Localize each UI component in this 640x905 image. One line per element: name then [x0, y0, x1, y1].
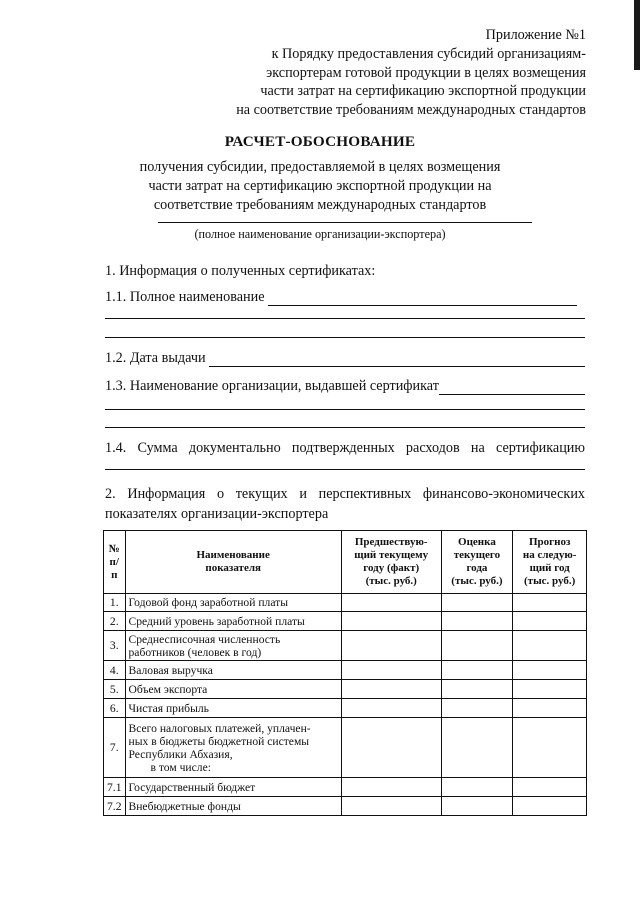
- issue-date-label: 1.2. Дата выдачи: [105, 350, 206, 366]
- subtitle-line: части затрат на сертификацию экспортной продукции на: [148, 178, 492, 194]
- cell-previous-year[interactable]: [341, 631, 441, 661]
- cell-current-estimate[interactable]: [441, 797, 513, 816]
- row-indicator: Объем экспорта: [125, 680, 341, 699]
- cell-current-estimate[interactable]: [441, 718, 513, 778]
- cell-next-year-forecast[interactable]: [513, 631, 587, 661]
- expenses-amount-field[interactable]: [105, 469, 585, 470]
- cell-current-estimate[interactable]: [441, 631, 513, 661]
- subtitle-line: получения субсидии, предоставляемой в целях возмещения: [139, 159, 501, 175]
- full-name-field-line-3[interactable]: [105, 337, 585, 338]
- cell-current-estimate[interactable]: [441, 680, 513, 699]
- cell-current-estimate[interactable]: [441, 778, 513, 797]
- cell-current-estimate[interactable]: [441, 612, 513, 631]
- cell-previous-year[interactable]: [341, 612, 441, 631]
- row-number: 2.: [104, 612, 126, 631]
- cell-next-year-forecast[interactable]: [513, 778, 587, 797]
- table-row: [104, 612, 587, 631]
- header-number: № п/п: [104, 531, 126, 594]
- row-indicator: Валовая выручка: [125, 661, 341, 680]
- row-indicator: Государственный бюджет: [125, 778, 341, 797]
- issuer-row: [105, 378, 585, 395]
- cell-next-year-forecast[interactable]: [513, 797, 587, 816]
- cell-next-year-forecast[interactable]: [513, 612, 587, 631]
- row-indicator: Внебюджетные фонды: [125, 797, 341, 816]
- row-indicator: Среднесписочная численность работников (человек в год): [125, 631, 341, 661]
- cell-next-year-forecast[interactable]: [513, 699, 587, 718]
- row-number: 6.: [104, 699, 126, 718]
- cell-previous-year[interactable]: [341, 594, 441, 612]
- table-row: [104, 718, 587, 778]
- cell-current-estimate[interactable]: [441, 661, 513, 680]
- appendix-header: [200, 26, 586, 120]
- table-row: [104, 778, 587, 797]
- cell-previous-year[interactable]: [341, 778, 441, 797]
- row-indicator: Средний уровень заработной платы: [125, 612, 341, 631]
- appendix-line: части затрат на сертификацию экспортной продукции: [260, 83, 586, 100]
- subtitle-line: соответствие требованиям международных стандартов: [153, 197, 487, 213]
- expenses-amount-label: 1.4. Сумма документально подтвержденных расходов на сертификацию: [105, 440, 585, 456]
- cell-next-year-forecast[interactable]: [513, 680, 587, 699]
- header-current-estimate: Оценка текущего года (тыс. руб.): [441, 531, 513, 594]
- row-indicator: Всего налоговых платежей, уплачен- ных в бюджеты бюджетной системы Республики Абхазия, в том числе:: [125, 718, 341, 778]
- cell-previous-year[interactable]: [341, 797, 441, 816]
- cell-previous-year[interactable]: [341, 680, 441, 699]
- table-header-row: [104, 531, 587, 594]
- row-indicator: Чистая прибыль: [125, 699, 341, 718]
- cell-previous-year[interactable]: [341, 718, 441, 778]
- section-2-heading: [105, 484, 585, 524]
- section-2-heading-line: показателях организации-экспортера: [105, 506, 329, 522]
- table-row: [104, 631, 587, 661]
- full-name-field[interactable]: [268, 292, 578, 306]
- document-subtitle: [100, 158, 540, 215]
- table-row: [104, 680, 587, 699]
- section-2-heading-line: 2. Информация о текущих и перспективных финансово-экономических: [105, 486, 585, 502]
- row-number: 5.: [104, 680, 126, 699]
- issuer-label: 1.3. Наименование организации, выдавшей сертификат: [105, 378, 439, 394]
- row-number: 1.: [104, 594, 126, 612]
- header-next-year-forecast: Прогноз на следую- щий год (тыс. руб.): [513, 531, 587, 594]
- row-indicator: Годовой фонд заработной платы: [125, 594, 341, 612]
- cell-current-estimate[interactable]: [441, 699, 513, 718]
- issuer-field-line-2[interactable]: [105, 409, 585, 410]
- issue-date-field[interactable]: [209, 353, 585, 367]
- row-number: 7.: [104, 718, 126, 778]
- table-row: [104, 661, 587, 680]
- table-row: [104, 797, 587, 816]
- row-number: 7.1: [104, 778, 126, 797]
- header-previous-year: Предшествую- щий текущему году (факт) (тыс. руб.): [341, 531, 441, 594]
- organization-name-field[interactable]: [158, 222, 532, 223]
- cell-previous-year[interactable]: [341, 699, 441, 718]
- row-number: 4.: [104, 661, 126, 680]
- table-row: [104, 594, 587, 612]
- appendix-line: к Порядку предоставления субсидий организациям-: [271, 45, 586, 62]
- cell-next-year-forecast[interactable]: [513, 594, 587, 612]
- header-indicator-name: Наименование показателя: [125, 531, 341, 594]
- full-name-row: [105, 289, 577, 306]
- table-row: [104, 699, 587, 718]
- appendix-line: на соответствие требованиям международных стандартов: [236, 102, 586, 119]
- cell-next-year-forecast[interactable]: [513, 718, 587, 778]
- appendix-line: Приложение №1: [485, 27, 586, 43]
- organization-name-caption: (полное наименование организации-экспортера): [194, 227, 446, 241]
- cell-next-year-forecast[interactable]: [513, 661, 587, 680]
- cell-current-estimate[interactable]: [441, 594, 513, 612]
- full-name-field-line-2[interactable]: [105, 318, 585, 319]
- scan-edge-mark: [634, 0, 640, 70]
- section-1-heading: 1. Информация о полученных сертификатах:: [105, 263, 376, 279]
- full-name-label: 1.1. Полное наименование: [105, 289, 265, 305]
- appendix-line: экспортерам готовой продукции в целях возмещения: [266, 64, 586, 81]
- issuer-field[interactable]: [439, 381, 585, 395]
- issue-date-row: [105, 350, 585, 367]
- row-number: 7.2: [104, 797, 126, 816]
- indicators-table: [103, 530, 587, 816]
- issuer-field-line-3[interactable]: [105, 427, 585, 428]
- row-number: 3.: [104, 631, 126, 661]
- document-title: РАСЧЕТ-ОБОСНОВАНИЕ: [224, 133, 416, 150]
- cell-previous-year[interactable]: [341, 661, 441, 680]
